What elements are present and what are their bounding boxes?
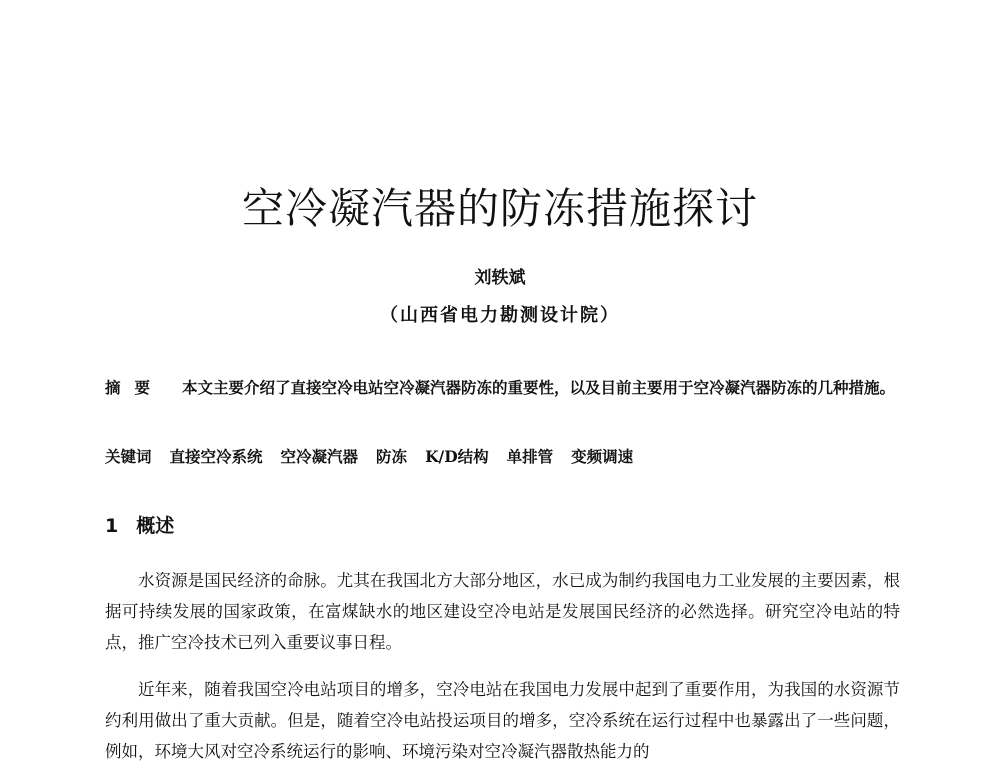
section-title: 概述 [136, 515, 175, 537]
keyword-item: 变频调速 [571, 447, 634, 466]
keywords [105, 443, 900, 471]
keyword-item: K/D结构 [425, 447, 489, 466]
keywords-label: 关键词 [105, 448, 152, 466]
author-affiliation: （山西省电力勘测设计院） [380, 305, 620, 326]
section-heading [105, 512, 174, 540]
abstract-label: 摘要 [105, 379, 165, 397]
abstract-text: 本文主要介绍了直接空冷电站空冷凝汽器防冻的重要性，以及目前主要用于空冷凝汽器防冻的几种措施。 [182, 378, 896, 397]
keyword-item: 空冷凝汽器 [280, 447, 359, 466]
abstract [105, 372, 900, 404]
section-number: 1 [105, 515, 119, 537]
keyword-item: 单排管 [506, 447, 554, 466]
paper-title: 空冷凝汽器的防冻措施探讨 [241, 184, 758, 233]
body-paragraph: 近年来，随着我国空冷电站项目的增多，空冷电站在我国电力发展中起到了重要作用，为我国的水资源节约利用做出了重大贡献。但是，随着空冷电站投运项目的增多，空冷系统在运行过程中也暴露出了一些问题，例如，环境大风对空冷系统运行的影响、环境污染对空冷凝汽器散热能力的 [105, 680, 900, 761]
body-paragraph: 水资源是国民经济的命脉。尤其在我国北方大部分地区，水已成为制约我国电力工业发展的主要因素，根据可持续发展的国家政策，在富煤缺水的地区建设空冷电站是发展国民经济的必然选择。研究空冷电站的特点，推广空冷技术已列入重要议事日程。 [105, 571, 900, 652]
keyword-item: 直接空冷系统 [169, 447, 263, 466]
author-name: 刘轶斌 [474, 268, 526, 288]
keyword-item: 防冻 [376, 447, 408, 466]
